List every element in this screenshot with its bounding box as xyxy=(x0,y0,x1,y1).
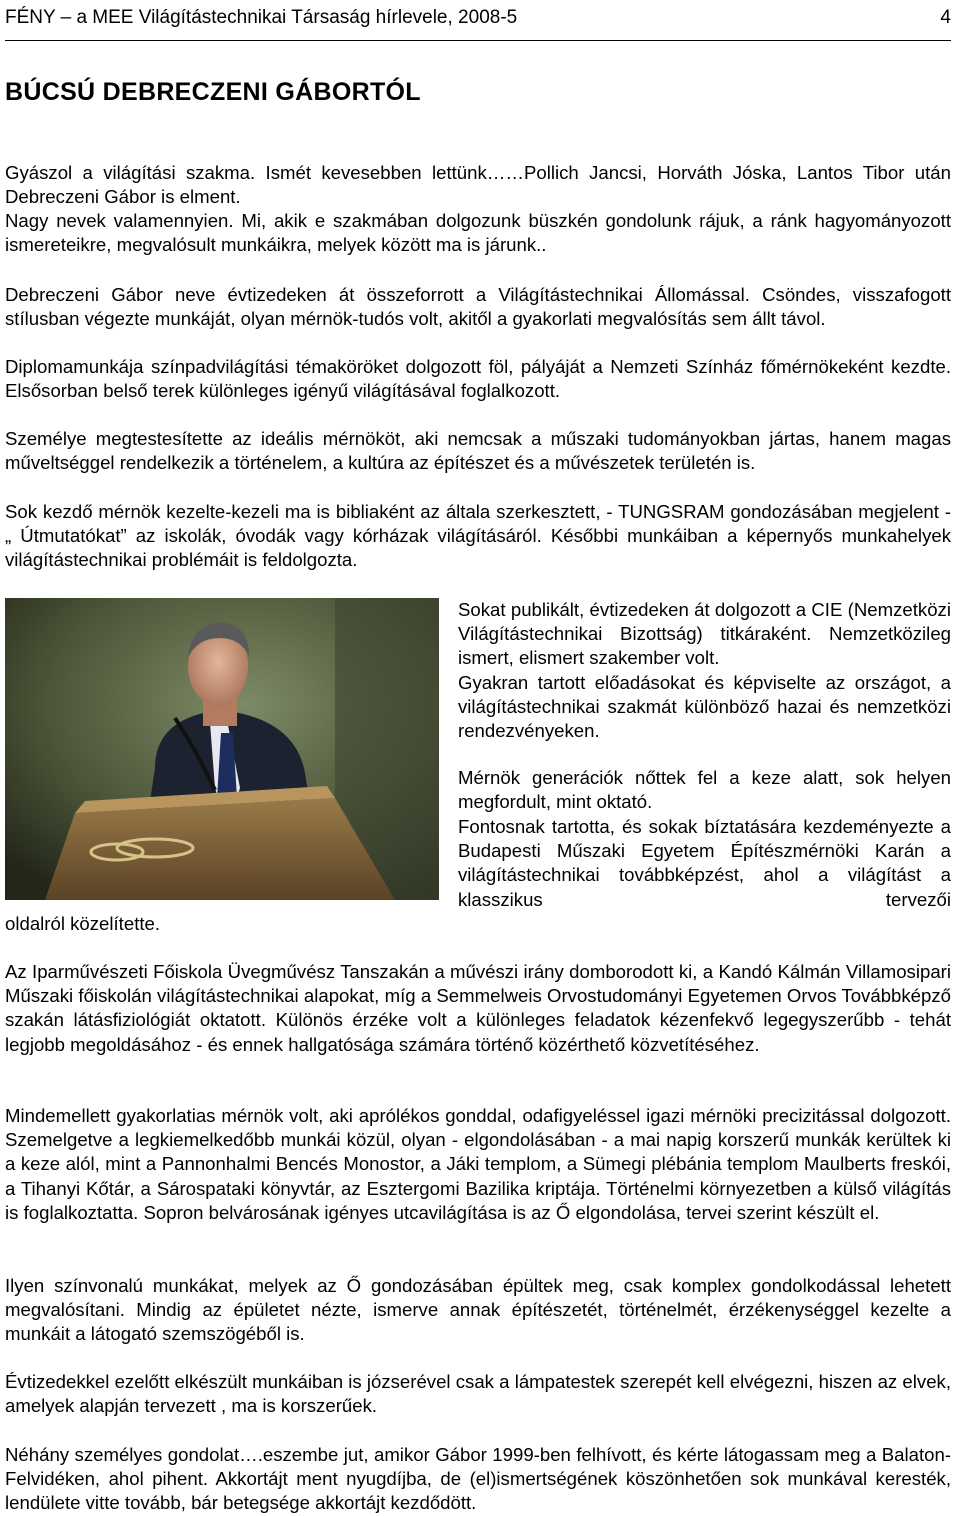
paragraph-6: Sok kezdő mérnök kezelte-kezeli ma is bibliaként az általa szerkesztett, - TUNGSRAM gondozásában megjelent - „ Útmutatókat” az iskolák, óvodák vagy kórházak világításáról. Későbbi munkáiban a képernyős munkahelyek világítástechnikai problémáit is feldolgozta. xyxy=(5,501,951,571)
paragraph-11: Néhány személyes gondolat….eszembe jut, amikor Gábor 1999-ben felhívott, és kérte látogassam meg a Balaton-Felvidéken, ahol pihent. Akkortájt ment nyugdíjba, de (el)ismertségének köszönhetően sok munkával keresték, lendülete vitte tovább, bár betegsége akkortájt kezdődött. xyxy=(5,1444,951,1514)
side-paragraph-4-end: oldalról közelítette. xyxy=(5,913,161,934)
article-headline: BÚCSÚ DEBRECZENI GÁBORTÓL xyxy=(5,78,421,106)
newsletter-title: FÉNY – a MEE Világítástechnikai Társaság hírlevele, 2008-5 xyxy=(5,7,518,28)
side-paragraph-1: Sokat publikált, évtizedeken át dolgozott a CIE (Nemzetközi Világítástechnikai Bizottság) titkáraként. Nemzetközileg ismert, elismert szakember volt. xyxy=(458,599,951,669)
paragraph-10: Évtizedekkel ezelőtt elkészült munkáiban is józserével csak a lámpatestek szerepét kell elvégezni, hiszen az elvek, amelyek alapján tervezett , ma is korszerűek. xyxy=(5,1371,951,1417)
page-header xyxy=(5,2,951,41)
paragraph-8: Mindemellett gyakorlatias mérnök volt, aki aprólékos gonddal, odafigyeléssel igazi mérnöki precizitással dolgozott. Szemelgetve a legkiemelkedőbb munkái közül, olyan - elgondolásában - a mai napig korszerű munkák kerültek ki a keze alól, mint a Pannonhalmi Bencés Monostor, a Jáki templom, a Sümegi plébánia templom Maulberts freskói, a Tihanyi Kőtár, a Sárospataki könyvtár, az Esztergomi Bazilika kriptája. Történelmi környezetben a külső világítás is foglalkoztatta. Sopron belvárosának igényes utcavilágítása is az Ő elgondolása, tervei szerint készült el. xyxy=(5,1105,951,1223)
portrait-photo xyxy=(5,598,439,900)
paragraph-9: Ilyen színvonalú munkákat, melyek az Ő gondozásában épültek meg, csak komplex gondolkodással lehetett megvalósítani. Mindig az épületet nézte, ismerve annak építészetét, történelmét, érzékenységgel kezelte a munkáit a látogató szemszögéből is. xyxy=(5,1275,951,1345)
paragraph-5: Személye megtestesítette az ideális mérnököt, aki nemcsak a műszaki tudományokban jártas, hanem magas műveltséggel rendelkezik a történelem, a kultúra az építészet és a művészetek területén is. xyxy=(5,428,951,474)
page-number: 4 xyxy=(940,7,951,28)
side-paragraph-4: Fontosnak tartotta, és sokak bíztatására kezdeményezte a Budapesti Műszaki Egyetem Építészmérnöki Karán a világítástechnikai továbbképzést, ahol a világítást a klasszikus tervezői xyxy=(458,816,951,910)
paragraph-4: Diplomamunkája színpadvilágítási témaköröket dolgozott föl, pályáját a Nemzeti Színház főmérnökeként kezdte. Elsősorban belső terek különleges igényű világításával foglalkozott. xyxy=(5,356,951,402)
side-paragraph-3: Mérnök generációk nőttek fel a keze alatt, sok helyen megfordult, mint oktató. xyxy=(458,767,951,813)
paragraph-2: Nagy nevek valamennyien. Mi, akik e szakmában dolgozunk büszkén gondolunk rájuk, a ránk hagyományozott ismereteikre, megvalósult munkáikra, melyek között ma is járunk.. xyxy=(5,210,951,256)
paragraph-1: Gyászol a világítási szakma. Ismét kevesebben lettünk……Pollich Jancsi, Horváth Jóska, Lantos Tibor után Debreczeni Gábor is elment. xyxy=(5,162,951,208)
paragraph-7: Az Iparművészeti Főiskola Üvegművész Tanszakán a művészi irány domborodott ki, a Kandó Kálmán Villamosipari Műszaki főiskolán világítástechnikai alapokat, míg a Semmelweis Orvostudományi Egyetemen Orvos Továbbképző szakán látásfiziológiát oktatott. Különös érzéke volt a különleges feladatok kézenfekvő legegyszerűbb - tehát legjobb megoldásához - és ennek hallgatósága számára történő közérthető közvetítéséhez. xyxy=(5,961,951,1055)
side-paragraph-2: Gyakran tartott előadásokat és képviselte az országot, a világítástechnikai szakmát különböző hazai és nemzetközi rendezvényeken. xyxy=(458,672,951,742)
paragraph-3: Debreczeni Gábor neve évtizedeken át összeforrott a Világítástechnikai Állomással. Csöndes, visszafogott stílusban végezte munkáját, olyan mérnök-tudós volt, akitől a gyakorlati megvalósítás sem állt távol. xyxy=(5,284,951,330)
